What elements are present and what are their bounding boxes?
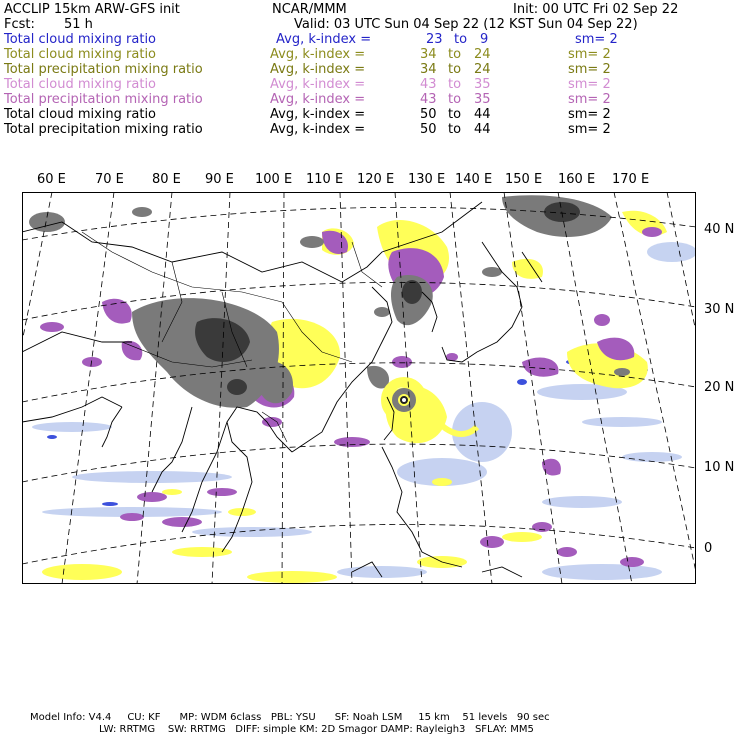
field-k-to-word: to [448,47,462,62]
latitude-label: 40 N [704,222,735,237]
longitude-label: 110 E [306,172,344,187]
field-k-to: 35 [474,77,491,92]
field-smoothing: sm= 2 [568,107,611,122]
field-smoothing: sm= 2 [568,92,611,107]
field-k-from: 50 [420,122,437,137]
field-k-from: 50 [420,107,437,122]
field-name: Total cloud mixing ratio [4,107,157,122]
latitude-label: 20 N [704,380,735,395]
center-label: NCAR/MMM [272,2,347,17]
field-k-from: 23 [426,32,443,47]
field-k-to-word: to [448,77,462,92]
forecast-map [22,192,696,584]
field-avg-label: Avg, k-index = [270,47,366,62]
field-avg-label: Avg, k-index = [270,107,366,122]
field-smoothing: sm= 2 [568,47,611,62]
longitude-label: 60 E [37,172,66,187]
model-info-line1: Model Info: V4.4 CU: KF MP: WDM 6class PBL: YSU SF: Noah LSM 15 km 51 levels 90 sec [30,712,550,723]
longitude-label: 150 E [505,172,543,187]
longitude-label: 90 E [205,172,234,187]
longitude-label: 130 E [408,172,446,187]
field-avg-label: Avg, k-index = [270,62,366,77]
field-k-to-word: to [448,92,462,107]
field-k-from: 43 [420,77,437,92]
field-smoothing: sm= 2 [568,62,611,77]
latitude-label: 30 N [704,302,735,317]
model-title: ACCLIP 15km ARW-GFS init [4,2,180,17]
longitude-label: 120 E [357,172,395,187]
field-k-to: 35 [474,92,491,107]
field-name: Total precipitation mixing ratio [4,62,203,77]
longitude-label: 100 E [255,172,293,187]
field-name: Total cloud mixing ratio [4,77,157,92]
field-avg-label: Avg, k-index = [276,32,372,47]
field-avg-label: Avg, k-index = [270,122,366,137]
latitude-label: 0 [704,541,713,556]
latitude-label: 10 N [704,460,735,475]
field-k-to: 24 [474,47,491,62]
field-k-to-word: to [448,122,462,137]
field-k-to: 9 [480,32,489,47]
field-k-from: 34 [420,62,437,77]
valid-time: Valid: 03 UTC Sun 04 Sep 22 (12 KST Sun 04 Sep 22) [294,17,638,32]
field-smoothing: sm= 2 [568,122,611,137]
field-name: Total cloud mixing ratio [4,32,157,47]
field-name: Total precipitation mixing ratio [4,92,203,107]
field-k-to-word: to [454,32,468,47]
field-k-to-word: to [448,107,462,122]
field-name: Total cloud mixing ratio [4,47,157,62]
init-time: Init: 00 UTC Fri 02 Sep 22 [513,2,679,17]
fcst-label: Fcst: [4,17,35,32]
longitude-label: 170 E [612,172,650,187]
field-avg-label: Avg, k-index = [270,77,366,92]
longitude-label: 140 E [455,172,493,187]
model-info-line2: LW: RRTMG SW: RRTMG DIFF: simple KM: 2D Smagor DAMP: Rayleigh3 SFLAY: MM5 [99,724,534,735]
longitude-label: 70 E [95,172,124,187]
field-avg-label: Avg, k-index = [270,92,366,107]
field-k-to: 44 [474,122,491,137]
field-name: Total precipitation mixing ratio [4,122,203,137]
field-smoothing: sm= 2 [575,32,618,47]
field-k-to-word: to [448,62,462,77]
field-k-to: 44 [474,107,491,122]
fcst-hours: 51 h [64,17,93,32]
longitude-label: 80 E [152,172,181,187]
field-k-from: 34 [420,47,437,62]
field-k-from: 43 [420,92,437,107]
field-k-to: 24 [474,62,491,77]
field-smoothing: sm= 2 [568,77,611,92]
longitude-label: 160 E [558,172,596,187]
